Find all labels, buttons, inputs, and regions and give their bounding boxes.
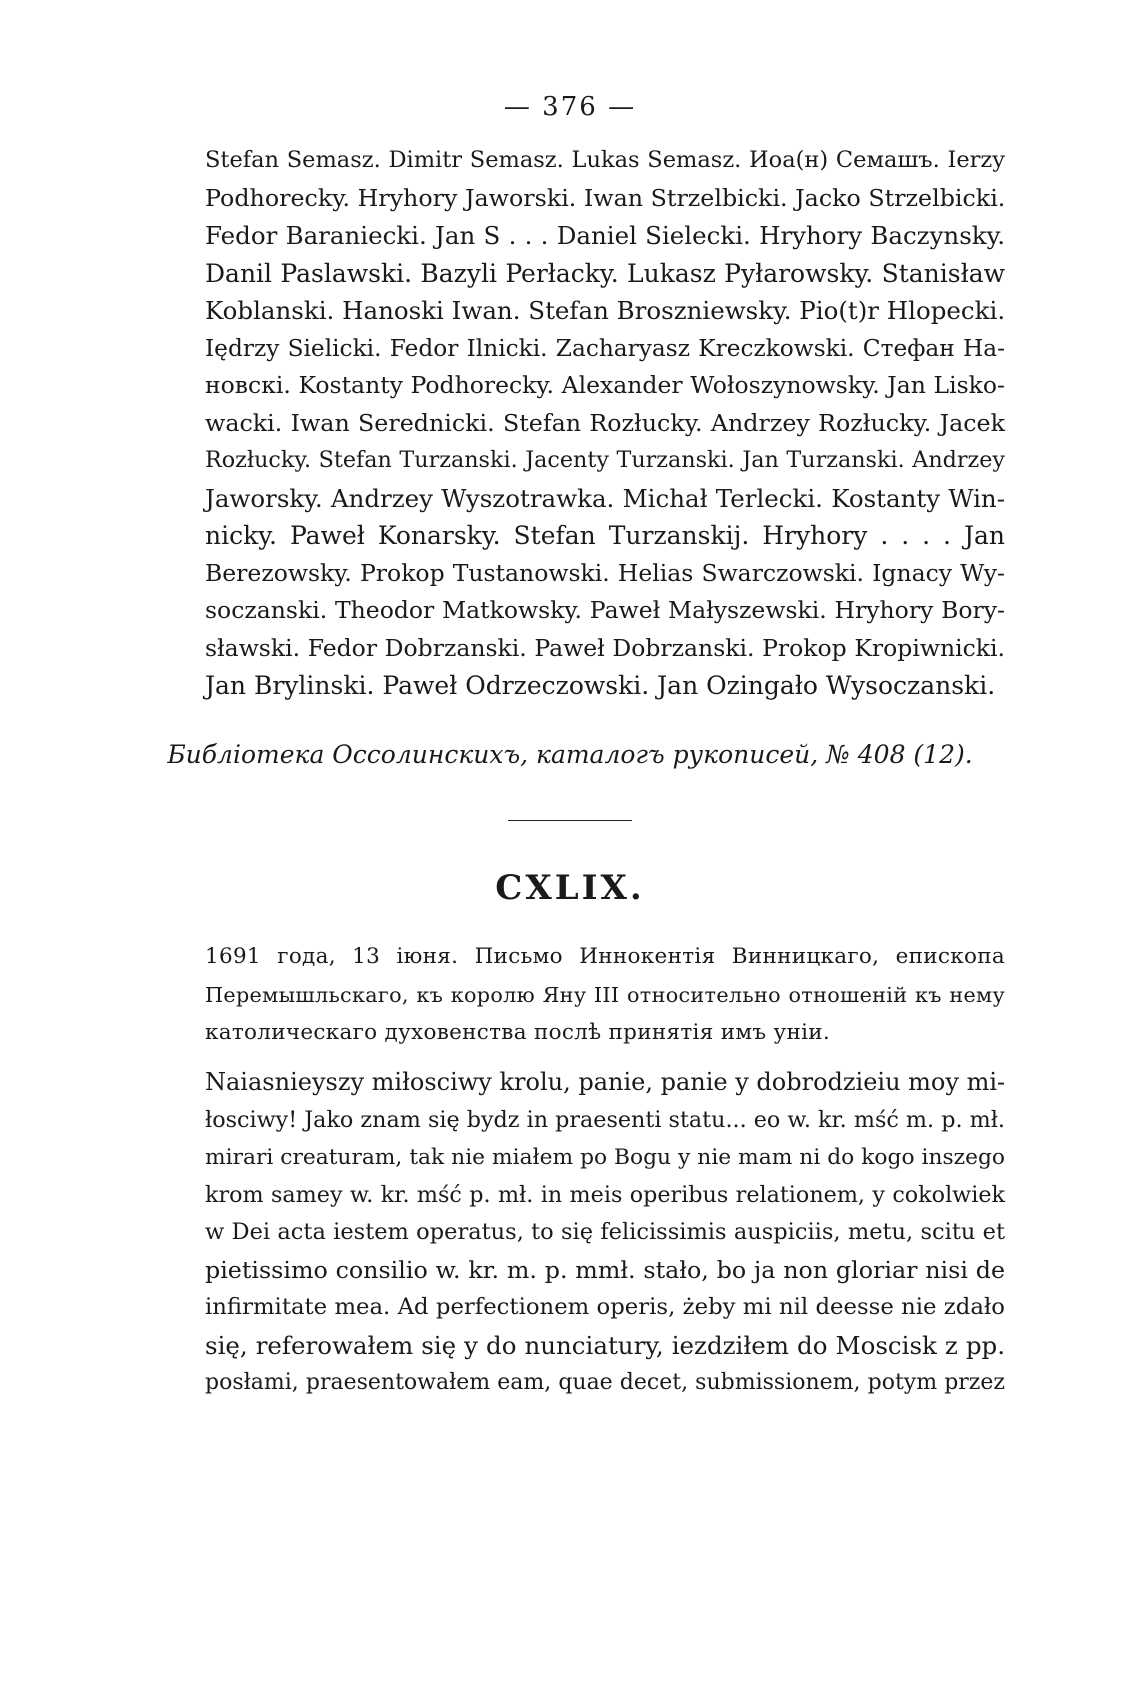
text-line: Rozłucky. Stefan Turzanski. Jacenty Turzanski. Jan Turzanski. Andrzey (205, 447, 1005, 473)
letter-line: pietissimo consilio w. kr. m. p. mmł. stało, bo ja non gloriar nisi de (205, 1255, 1005, 1284)
letter-line: posłami, praesentowałem eam, quae decet, submissionem, potym przez (205, 1370, 1005, 1395)
section-divider (508, 820, 632, 821)
heading-line: католическаго духовенства послѣ принятiя имъ унiи. (205, 1020, 831, 1045)
letter-line: w Dei acta iestem operatus, to się felicissimis auspiciis, metu, scitu et (205, 1219, 1005, 1245)
text-line: sławski. Fedor Dobrzanski. Paweł Dobrzanski. Prokop Kropiwnicki. (205, 633, 1005, 662)
text-line: nicky. Paweł Konarsky. Stefan Turzanskij. Hryhory . . . . Jan (205, 521, 1005, 550)
text-line: Iędrzy Sielicki. Fedor Ilnicki. Zacharyasz Kreczkowski. Стефан На- (205, 334, 1005, 362)
text-line: Jan Brylinski. Paweł Odrzeczowski. Jan Ozingało Wysoczanski. (205, 671, 996, 700)
letter-line: krom samey w. kr. mść p. mł. in meis operibus relationem, y cokolwiek (205, 1181, 1005, 1208)
text-line: Fedor Baraniecki. Jan S . . . Daniel Sielecki. Hryhory Baczynsky. (205, 221, 1005, 250)
text-line: Stefan Semasz. Dimitr Semasz. Lukas Semasz. Иоа(н) Семашъ. Ierzy (205, 147, 1005, 173)
letter-line: mirari creaturam, tak nie miałem po Bogu y nie mam ni do kogo inszego (205, 1145, 1005, 1170)
letter-body (205, 1064, 1005, 1402)
document-heading (205, 938, 1005, 1052)
text-line: wacki. Iwan Serednicki. Stefan Rozłucky. Andrzey Rozłucky. Jacek (205, 408, 1005, 437)
source-citation: Библiотека Оссолинскихъ, каталогъ рукописей, № 408 (12). (167, 740, 973, 769)
text-line: Podhorecky. Hryhory Jaworski. Iwan Strzelbicki. Jacko Strzelbicki. (205, 183, 1006, 212)
text-line: soczanski. Theodor Matkowsky. Paweł Małyszewski. Hryhory Bory- (205, 596, 1005, 624)
text-line: Koblanski. Hanoski Iwan. Stefan Broszniewsky. Pio(t)r Hlopecki. (205, 296, 1006, 325)
heading-line: Перемышльскаго, къ королю Яну III относительно отношенiй къ нему (205, 983, 1005, 1007)
letter-line: łosciwy! Jako znam się bydz in praesenti statu... eo w. kr. mść m. p. mł. (205, 1106, 1005, 1133)
heading-line: 1691 года, 13 iюня. Письмо Иннокентiя Винницкаго, епископа (205, 944, 1005, 969)
text-line: Danil Paslawski. Bazyli Perłacky. Lukasz Pyłarowsky. Stanisław (205, 258, 1005, 288)
letter-line: Naiasnieyszy miłosciwy krolu, panie, panie y dobrodzieiu moy mi- (205, 1068, 1006, 1096)
text-line: Berezowsky. Prokop Tustanowski. Helias Swarczowski. Ignacy Wy- (205, 558, 1005, 587)
document-number: CXLIX. (495, 868, 645, 908)
letter-line: infirmitate mea. Ad perfectionem operis, żeby mi nil deesse nie zdało (205, 1294, 1005, 1320)
letter-line: się, referowałem się y do nunciatury, iezdziłem do Moscisk z pp. (205, 1330, 1005, 1360)
page-number: — 376 — (503, 92, 637, 122)
text-line: Jaworsky. Andrzey Wyszotrawka. Michał Terlecki. Kostanty Win- (205, 483, 1005, 513)
text-line: новскi. Kostanty Podhorecky. Alexander Wołoszynowsky. Jan Lisko- (205, 371, 1005, 399)
names-list-paragraph (205, 142, 1005, 705)
